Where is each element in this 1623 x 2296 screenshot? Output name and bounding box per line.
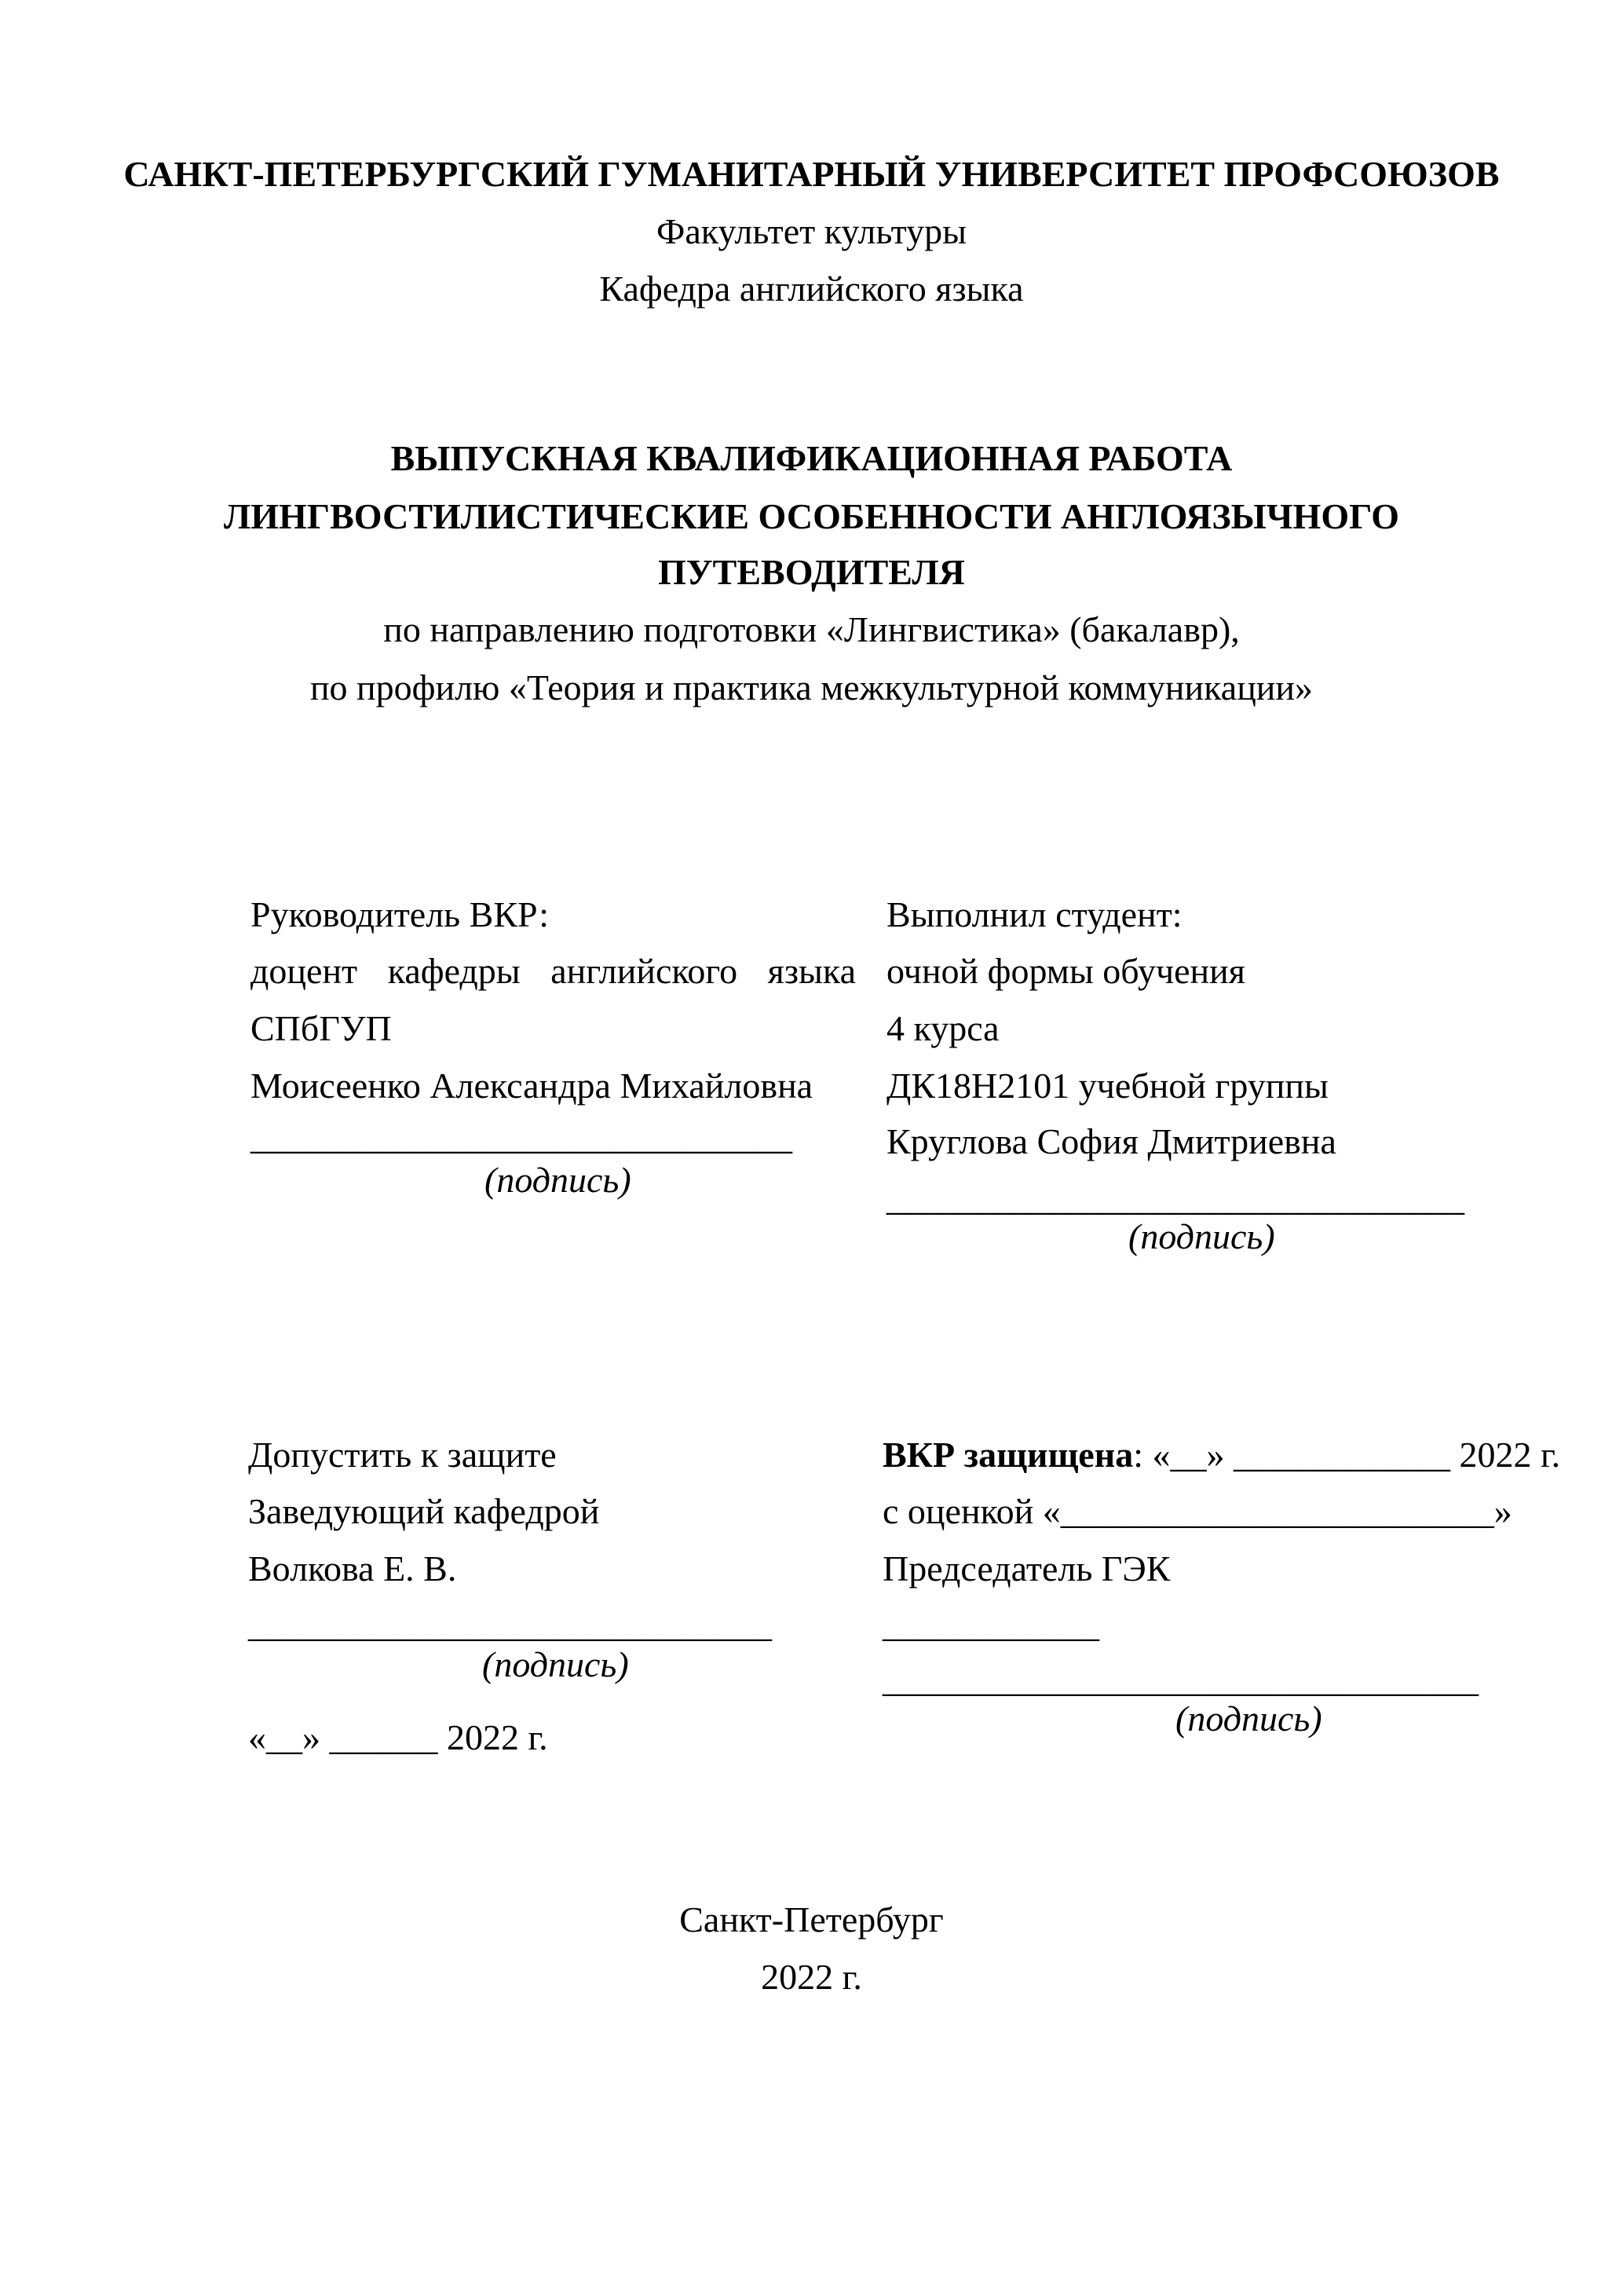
admission-role: Заведующий кафедрой [248, 1491, 600, 1531]
supervisor-label: Руководитель ВКР: [250, 894, 550, 934]
department: Кафедра английского языка [599, 269, 1024, 309]
city: Санкт-Петербург [679, 1899, 944, 1940]
defense-grade: с оценкой «________________________» [883, 1491, 1512, 1531]
faculty: Факультет культуры [656, 211, 967, 251]
work-type: ВЫПУСКНАЯ КВАЛИФИКАЦИОННАЯ РАБОТА [390, 438, 1233, 478]
defense-label: ВКР защищена [883, 1435, 1134, 1475]
supervisor-signature-caption: (подпись) [484, 1160, 631, 1200]
supervisor-position: доцент кафедры английского языка [250, 951, 856, 991]
university-name: САНКТ-ПЕТЕРБУРГСКИЙ ГУМАНИТАРНЫЙ УНИВЕРСИТЕТ ПРОФСОЮЗОВ [123, 154, 1500, 194]
year: 2022 г. [761, 1957, 862, 1997]
student-label: Выполнил студент: [886, 894, 1183, 934]
topic-line-2: ПУТЕВОДИТЕЛЯ [658, 552, 965, 592]
admission-name: Волкова Е. В. [248, 1548, 457, 1589]
defense-short-line: ____________ [883, 1604, 1099, 1644]
topic-line-1: ЛИНГВОСТИЛИСТИЧЕСКИЕ ОСОБЕННОСТИ АНГЛОЯЗЫЧНОГО [223, 496, 1400, 536]
student-name: Круглова София Дмитриевна [886, 1121, 1336, 1161]
admission-label: Допустить к защите [248, 1435, 557, 1475]
defense-date: : «__» ____________ 2022 г. [1133, 1435, 1561, 1475]
supervisor-org: СПбГУП [250, 1008, 392, 1048]
student-signature-caption: (подпись) [1128, 1216, 1275, 1256]
admission-signature-caption: (подпись) [482, 1644, 629, 1684]
defense-chair: Председатель ГЭК [883, 1548, 1171, 1589]
profile: по профилю «Теория и практика межкультурной коммуникации» [309, 667, 1314, 707]
defense-signature-caption: (подпись) [1175, 1698, 1322, 1738]
defense-signature-line: _________________________________ [883, 1659, 1479, 1699]
student-form: очной формы обучения [886, 951, 1245, 991]
student-signature-line: ________________________________ [886, 1178, 1464, 1218]
student-group: ДК18Н2101 учебной группы [886, 1066, 1329, 1106]
supervisor-name: Моисеенко Александра Михайловна [250, 1066, 813, 1106]
student-course: 4 курса [886, 1008, 1000, 1048]
supervisor-signature-line: ______________________________ [250, 1117, 792, 1157]
direction: по направлению подготовки «Лингвистика» (бакалавр), [383, 609, 1240, 649]
admission-signature-line: _____________________________ [248, 1604, 772, 1644]
defense-status [883, 1427, 1560, 1483]
admission-date: «__» ______ 2022 г. [248, 1717, 548, 1757]
